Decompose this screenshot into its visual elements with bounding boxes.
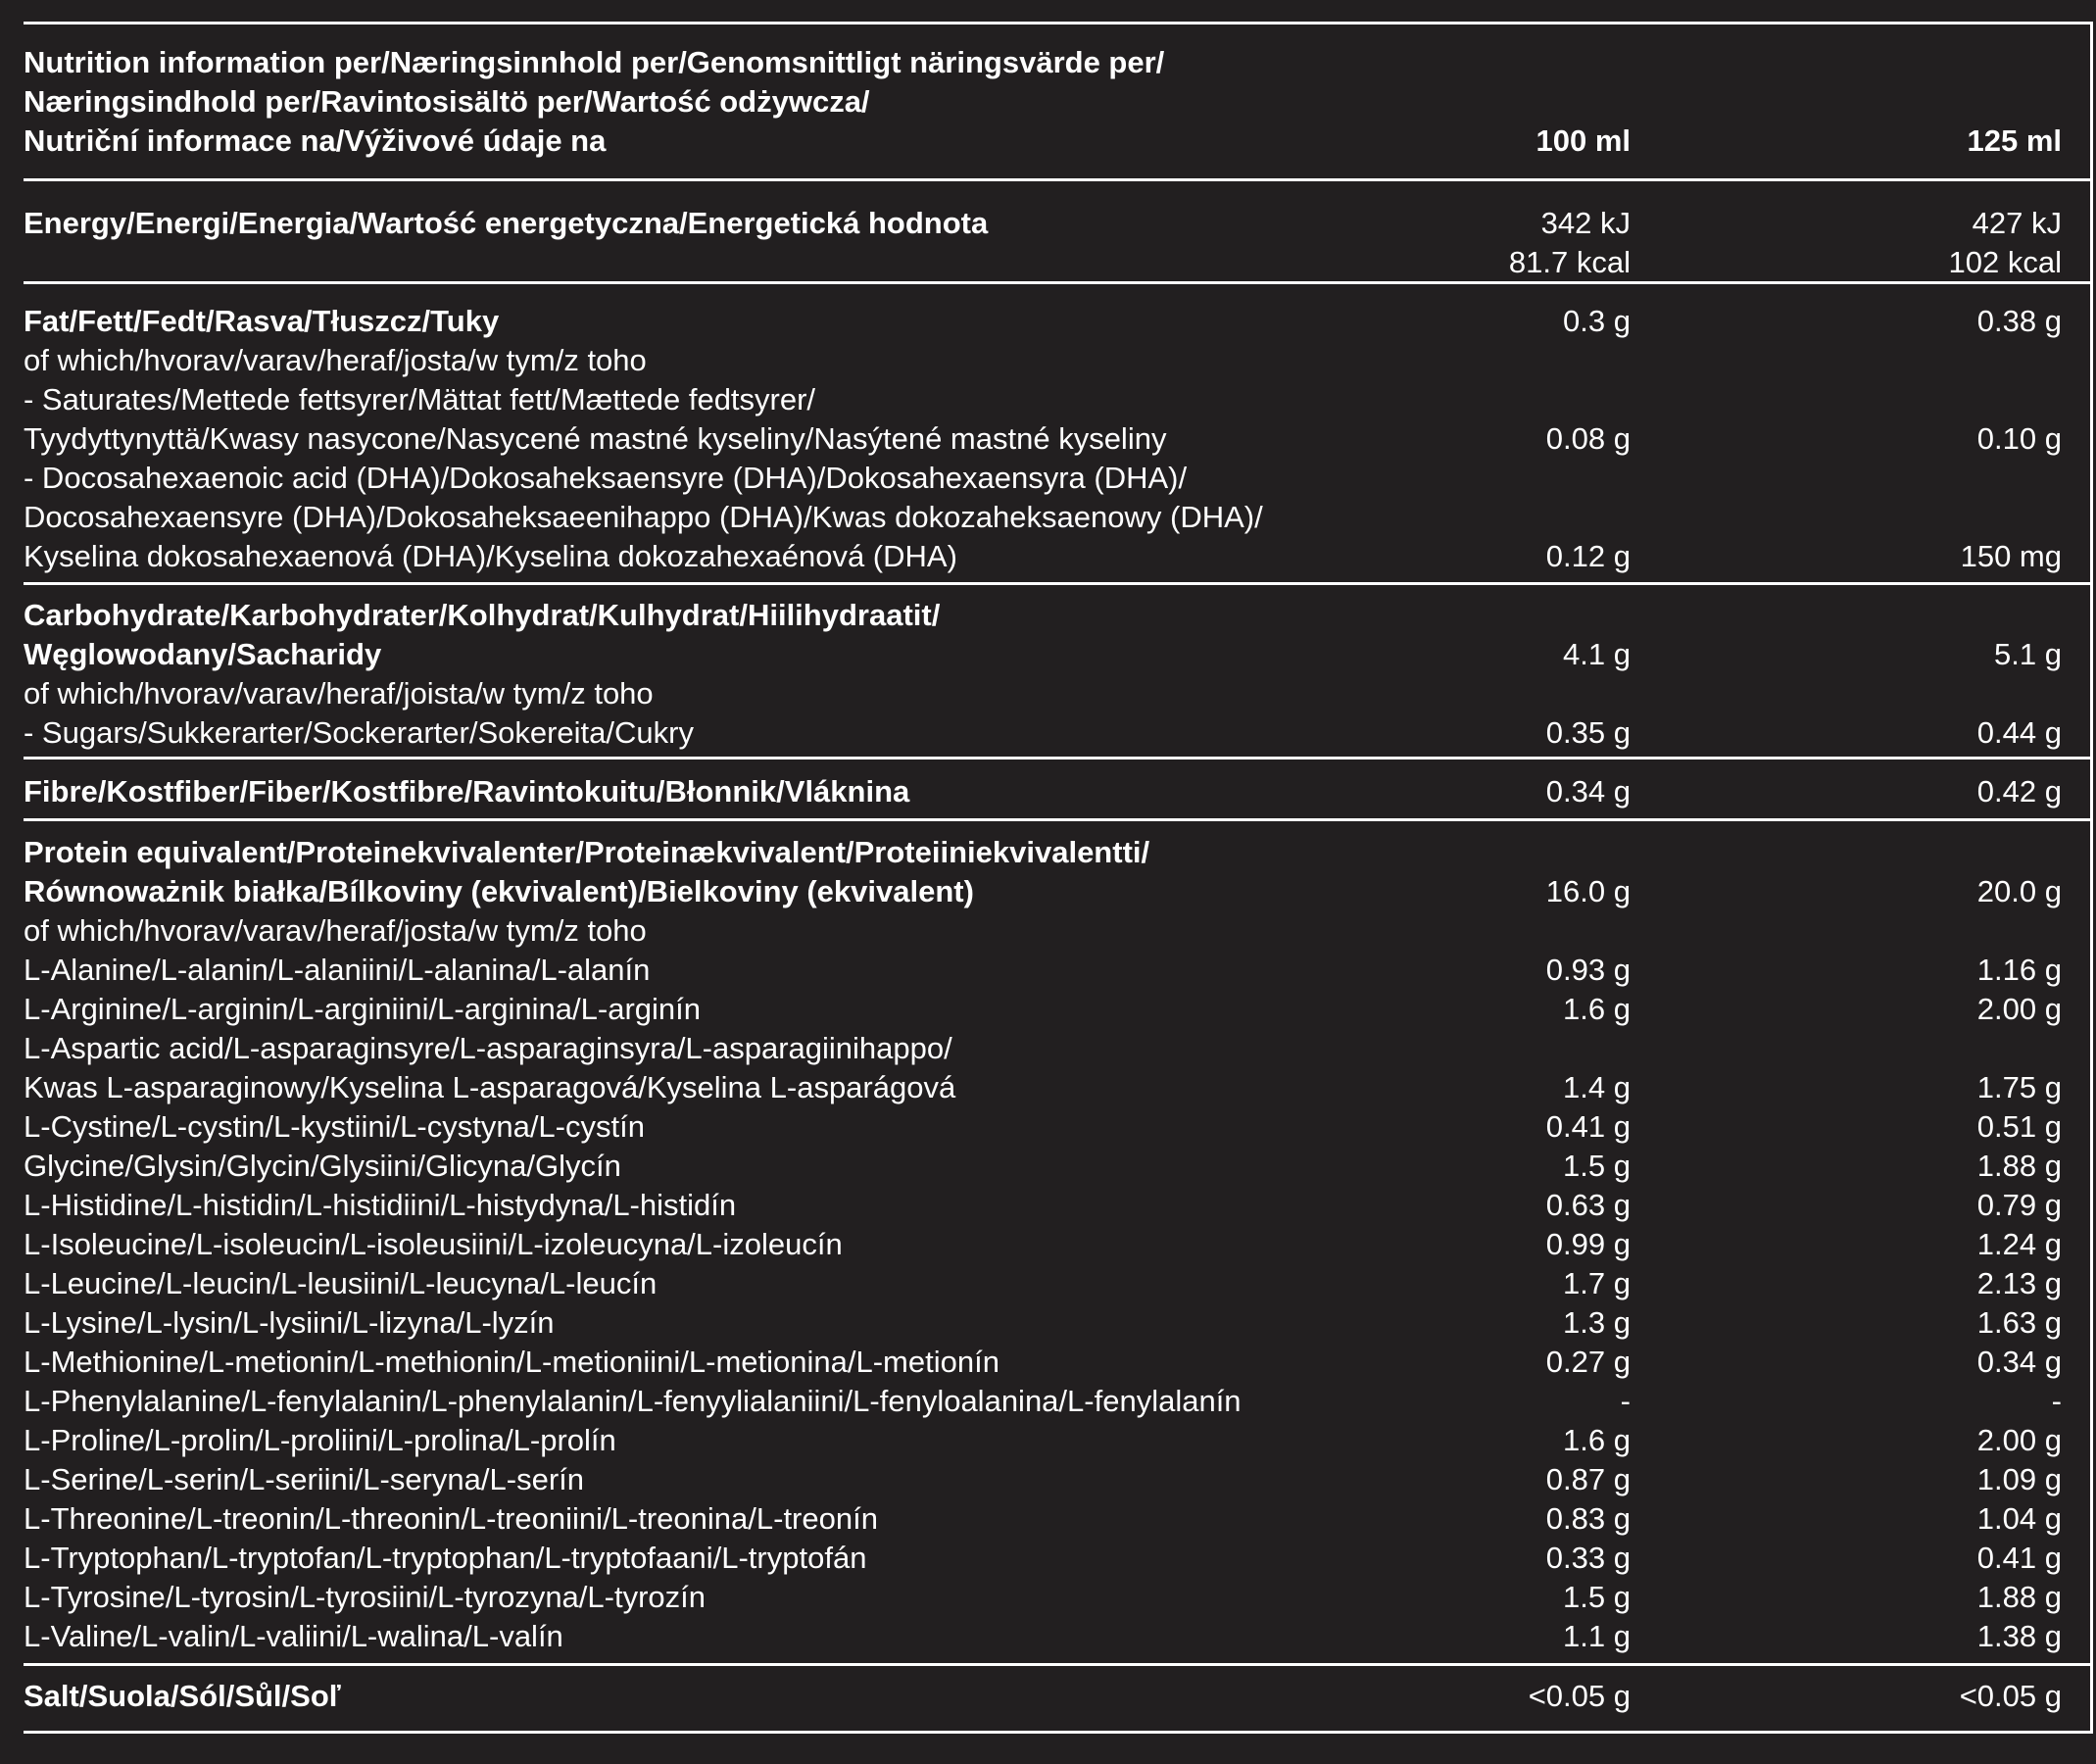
energy-label: Energy/Energi/Energia/Wartość energetyczna/Energetická hodnota xyxy=(24,206,989,240)
amino-acid-125: 1.16 g xyxy=(1976,953,2062,987)
amino-acid-100: 1.1 g xyxy=(1563,1619,1631,1653)
amino-acid-100: 1.6 g xyxy=(1563,1423,1631,1457)
dha-125: 150 mg xyxy=(1960,539,2062,573)
dha-100: 0.12 g xyxy=(1545,539,1631,573)
amino-acid-125: 2.13 g xyxy=(1976,1266,2062,1300)
amino-acid-label: Kwas L-asparaginowy/Kyselina L-asparagová/Kyselina L-asparágová xyxy=(24,1070,956,1104)
column-header-125ml: 125 ml xyxy=(1967,123,2062,158)
fibre-label: Fibre/Kostfiber/Fiber/Kostfibre/Ravintokuitu/Błonnik/Vláknina xyxy=(24,774,910,808)
amino-acid-100: 0.41 g xyxy=(1545,1109,1631,1144)
amino-acid-100: - xyxy=(1620,1384,1631,1418)
table-bottom-rule xyxy=(24,1731,2090,1734)
right-border xyxy=(2090,22,2093,1734)
amino-acid-100: 0.63 g xyxy=(1545,1188,1631,1222)
energy-kcal-100: 81.7 kcal xyxy=(1508,245,1631,279)
amino-acid-100: 0.83 g xyxy=(1545,1501,1631,1536)
fat-of-which: of which/hvorav/varav/heraf/josta/w tym/z toho xyxy=(24,343,647,377)
amino-acid-label: L-Cystine/L-cystin/L-kystiini/L-cystyna/L-cystín xyxy=(24,1109,645,1144)
amino-acid-100: 0.33 g xyxy=(1545,1541,1631,1575)
amino-acid-125: 1.09 g xyxy=(1976,1462,2062,1496)
amino-acid-125: 0.41 g xyxy=(1976,1541,2062,1575)
carb-rule xyxy=(24,757,2090,760)
saturates-label: - Saturates/Mettede fettsyrer/Mättat fett/Mættede fedtsyrer/ xyxy=(24,382,816,416)
amino-acid-125: 0.34 g xyxy=(1976,1345,2062,1379)
header-line: Nutriční informace na/Výživové údaje na xyxy=(24,123,607,158)
table-top-rule xyxy=(24,22,2090,24)
sugars-label: - Sugars/Sukkerarter/Sockerarter/Sokereita/Cukry xyxy=(24,715,694,750)
energy-kj-125: 427 kJ xyxy=(1972,206,2062,240)
amino-acid-125: 1.63 g xyxy=(1976,1305,2062,1340)
amino-acid-125: 1.75 g xyxy=(1976,1070,2062,1104)
amino-acid-100: 1.6 g xyxy=(1563,992,1631,1026)
carbohydrate-label: Carbohydrate/Karbohydrater/Kolhydrat/Kulhydrat/Hiilihydraatit/ xyxy=(24,598,941,632)
amino-acid-label: L-Aspartic acid/L-asparaginsyre/L-asparaginsyra/L-asparagiinihappo/ xyxy=(24,1031,952,1065)
amino-acid-label: L-Valine/L-valin/L-valiini/L-walina/L-valín xyxy=(24,1619,563,1653)
header-line: Nutrition information per/Næringsinnhold per/Genomsnittligt näringsvärde per/ xyxy=(24,45,1165,79)
amino-acid-label: L-Tryptophan/L-tryptofan/L-tryptophan/L-tryptofaani/L-tryptofán xyxy=(24,1541,867,1575)
amino-acid-label: L-Leucine/L-leucin/L-leusiini/L-leucyna/L-leucín xyxy=(24,1266,658,1300)
amino-acid-125: 1.24 g xyxy=(1976,1227,2062,1261)
saturates-label: Tyydyttynyttä/Kwasy nasycone/Nasycené mastné kyseliny/Nasýtené mastné kyseliny xyxy=(24,421,1167,456)
dha-label: Docosahexaensyre (DHA)/Dokosaheksaeenihappo (DHA)/Kwas dokozaheksaenowy (DHA)/ xyxy=(24,500,1263,534)
dha-label: - Docosahexaenoic acid (DHA)/Dokosaheksaensyre (DHA)/Dokosahexaensyra (DHA)/ xyxy=(24,461,1188,495)
header-rule xyxy=(24,178,2090,181)
amino-acid-label: L-Tyrosine/L-tyrosin/L-tyrosiini/L-tyrozyna/L-tyrozín xyxy=(24,1580,707,1614)
amino-acid-label: L-Serine/L-serin/L-seriini/L-seryna/L-serín xyxy=(24,1462,585,1496)
energy-kj-100: 342 kJ xyxy=(1540,206,1631,240)
salt-125: <0.05 g xyxy=(1959,1679,2062,1713)
fat-100: 0.3 g xyxy=(1563,304,1631,338)
amino-acid-125: 1.38 g xyxy=(1976,1619,2062,1653)
carbohydrate-label: Węglowodany/Sacharidy xyxy=(24,637,382,671)
amino-acid-125: 1.88 g xyxy=(1976,1149,2062,1183)
energy-kcal-125: 102 kcal xyxy=(1948,245,2062,279)
protein-125: 20.0 g xyxy=(1976,874,2062,908)
fat-rule xyxy=(24,582,2090,585)
fibre-125: 0.42 g xyxy=(1976,774,2062,808)
amino-acid-100: 1.3 g xyxy=(1563,1305,1631,1340)
amino-acid-125: 0.79 g xyxy=(1976,1188,2062,1222)
header-line: Næringsindhold per/Ravintosisältö per/Wartość odżywcza/ xyxy=(24,84,870,119)
fat-label: Fat/Fett/Fedt/Rasva/Tłuszcz/Tuky xyxy=(24,304,500,338)
dha-label: Kyselina dokosahexaenová (DHA)/Kyselina dokozahexaénová (DHA) xyxy=(24,539,957,573)
salt-label: Salt/Suola/Sól/Sůl/Soľ xyxy=(24,1679,341,1713)
amino-acid-100: 0.27 g xyxy=(1545,1345,1631,1379)
amino-acid-100: 0.99 g xyxy=(1545,1227,1631,1261)
amino-acid-125: 1.88 g xyxy=(1976,1580,2062,1614)
saturates-125: 0.10 g xyxy=(1976,421,2062,456)
amino-acid-125: 2.00 g xyxy=(1976,1423,2062,1457)
salt-100: <0.05 g xyxy=(1528,1679,1631,1713)
amino-acid-100: 1.5 g xyxy=(1563,1580,1631,1614)
carbohydrate-125: 5.1 g xyxy=(1994,637,2062,671)
saturates-100: 0.08 g xyxy=(1545,421,1631,456)
protein-label: Równoważnik białka/Bílkoviny (ekvivalent)/Bielkoviny (ekvivalent) xyxy=(24,874,974,908)
amino-acid-label: L-Proline/L-prolin/L-proliini/L-prolina/L-prolín xyxy=(24,1423,616,1457)
amino-acid-100: 1.7 g xyxy=(1563,1266,1631,1300)
carbohydrate-100: 4.1 g xyxy=(1563,637,1631,671)
fibre-100: 0.34 g xyxy=(1545,774,1631,808)
amino-acid-100: 0.93 g xyxy=(1545,953,1631,987)
energy-rule xyxy=(24,281,2090,284)
fat-125: 0.38 g xyxy=(1976,304,2062,338)
amino-acid-label: L-Arginine/L-arginin/L-arginiini/L-arginina/L-arginín xyxy=(24,992,701,1026)
amino-acid-100: 1.5 g xyxy=(1563,1149,1631,1183)
amino-acid-125: 0.51 g xyxy=(1976,1109,2062,1144)
protein-of-which: of which/hvorav/varav/heraf/josta/w tym/z toho xyxy=(24,913,647,948)
amino-acid-125: 2.00 g xyxy=(1976,992,2062,1026)
protein-100: 16.0 g xyxy=(1545,874,1631,908)
amino-acid-label: Glycine/Glysin/Glycin/Glysiini/Glicyna/Glycín xyxy=(24,1149,621,1183)
protein-rule xyxy=(24,1663,2090,1666)
protein-label: Protein equivalent/Proteinekvivalenter/Proteinækvivalent/Proteiiniekvivalentti/ xyxy=(24,835,1150,869)
amino-acid-label: L-Histidine/L-histidin/L-histidiini/L-histydyna/L-histidín xyxy=(24,1188,737,1222)
column-header-100ml: 100 ml xyxy=(1535,123,1631,158)
sugars-125: 0.44 g xyxy=(1976,715,2062,750)
amino-acid-label: L-Threonine/L-treonin/L-threonin/L-treoniini/L-treonina/L-treonín xyxy=(24,1501,878,1536)
amino-acid-125: 1.04 g xyxy=(1976,1501,2062,1536)
amino-acid-label: L-Methionine/L-metionin/L-methionin/L-metioniini/L-metionina/L-metionín xyxy=(24,1345,999,1379)
sugars-100: 0.35 g xyxy=(1545,715,1631,750)
amino-acid-label: L-Alanine/L-alanin/L-alaniini/L-alanina/L-alanín xyxy=(24,953,651,987)
amino-acid-100: 0.87 g xyxy=(1545,1462,1631,1496)
amino-acid-125: - xyxy=(2051,1384,2062,1418)
carbohydrate-of-which: of which/hvorav/varav/heraf/joista/w tym/z toho xyxy=(24,676,654,710)
amino-acid-label: L-Isoleucine/L-isoleucin/L-isoleusiini/L-izoleucyna/L-izoleucín xyxy=(24,1227,843,1261)
amino-acid-label: L-Lysine/L-lysin/L-lysiini/L-lizyna/L-lyzín xyxy=(24,1305,555,1340)
amino-acid-100: 1.4 g xyxy=(1563,1070,1631,1104)
amino-acid-label: L-Phenylalanine/L-fenylalanin/L-phenylalanin/L-fenyylialaniini/L-fenyloalanina/L-fenylalanín xyxy=(24,1384,1242,1418)
fibre-rule xyxy=(24,818,2090,821)
